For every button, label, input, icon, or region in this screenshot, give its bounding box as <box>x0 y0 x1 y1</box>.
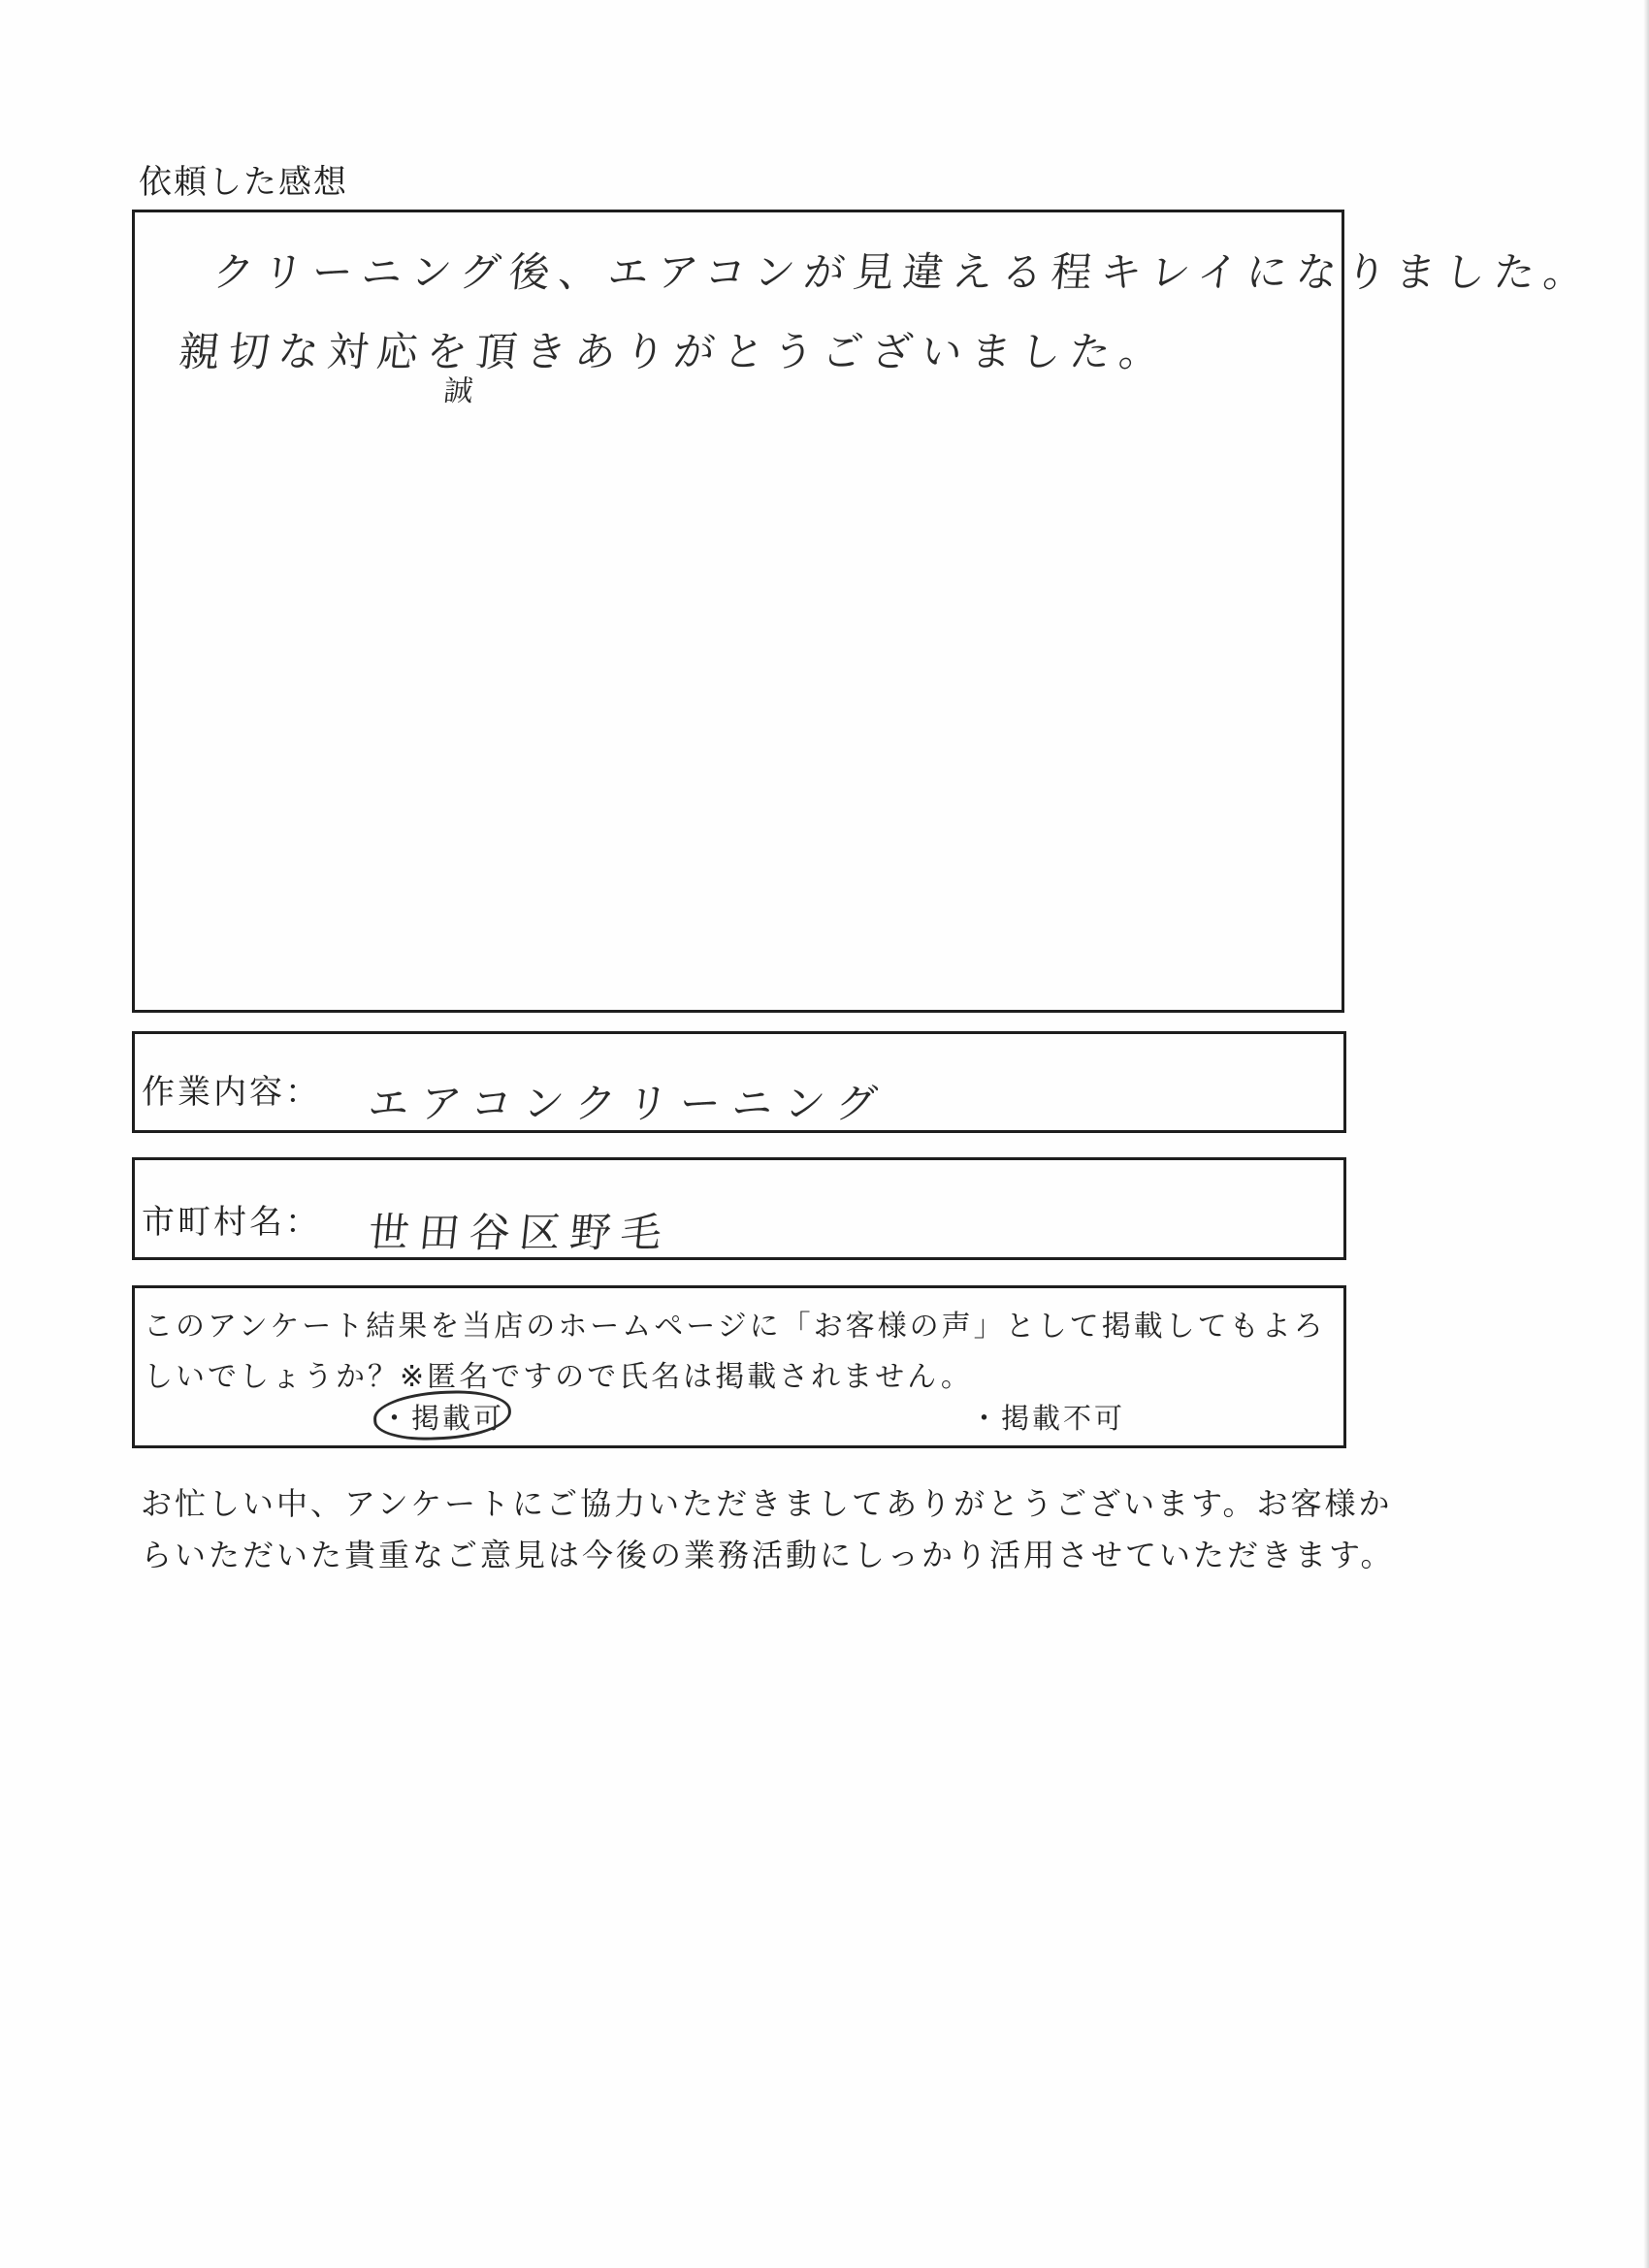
city-value: 世田谷区野毛 <box>366 1209 674 1256</box>
consent-question-line-1: このアンケート結果を当店のホームページに「お客様の声」として掲載してもよろ <box>144 1310 1326 1344</box>
consent-question-line-2: しいでしょうか？※匿名ですので氏名は掲載されません。 <box>144 1360 973 1394</box>
scan-edge <box>1643 0 1649 2268</box>
handwritten-impression-line-2: 親切な対応を頂きありがとうございました。 <box>177 328 1172 375</box>
work-content-label: 作業内容： <box>142 1073 321 1112</box>
handwritten-impression-line-1: クリーニング後、エアコンが見違える程キレイになりました。 <box>210 248 1596 296</box>
option-deny-publish[interactable]: ・掲載不可 <box>970 1402 1126 1435</box>
work-content-value: エアコンクリーニング <box>366 1080 891 1127</box>
impression-title: 依頼した感想 <box>139 163 348 202</box>
handwritten-correction: 誠 <box>441 374 475 408</box>
closing-message-line-1: お忙しい中、アンケートにご協力いただきましてありがとうございます。お客様か <box>141 1485 1393 1522</box>
option-allow-publish[interactable]: ・掲載可 <box>380 1402 505 1435</box>
city-label: 市町村名： <box>142 1203 321 1242</box>
closing-message-line-2: らいただいた貴重なご意見は今後の業務活動にしっかり活用させていただきます。 <box>141 1537 1395 1573</box>
